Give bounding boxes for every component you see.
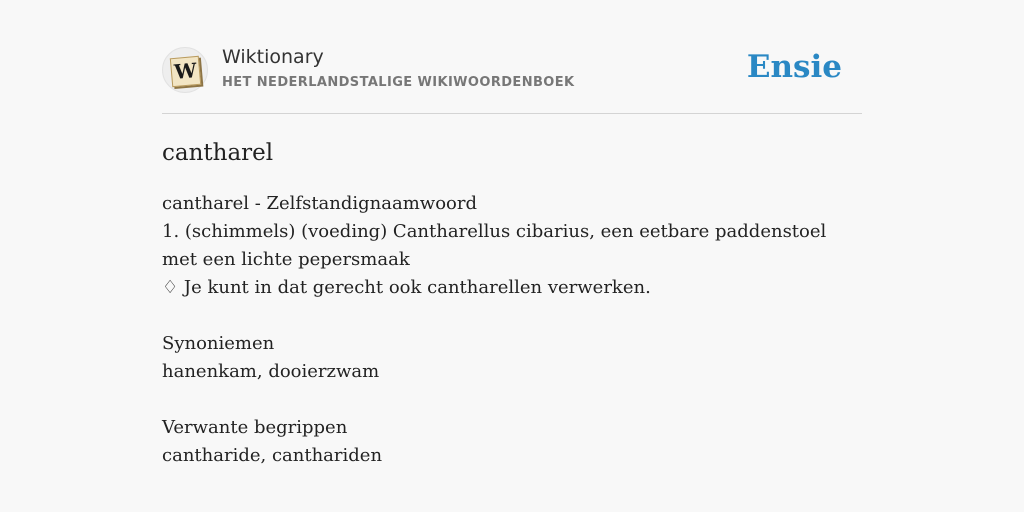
synonyms-list: hanenkam, dooierzwam xyxy=(162,361,380,382)
site-name[interactable]: Wiktionary xyxy=(222,46,324,68)
dictionary-entry xyxy=(162,190,862,470)
part-of-speech-line: cantharel - Zelfstandignaamwoord xyxy=(162,193,478,214)
site-header xyxy=(162,45,862,114)
spacer xyxy=(162,302,862,330)
main-content xyxy=(162,135,862,470)
definition-text: 1. (schimmels) (voeding) Cantharellus cibarius, een eetbare paddenstoel met een lichte pepersmaak xyxy=(162,221,827,270)
logo-letter: W xyxy=(170,56,201,87)
site-tagline: HET NEDERLANDSTALIGE WIKIWOORDENBOEK xyxy=(222,75,575,90)
example-sentence: ♢ Je kunt in dat gerecht ook cantharellen verwerken. xyxy=(162,277,651,298)
page-title: cantharel xyxy=(162,140,274,166)
wiktionary-logo-icon[interactable] xyxy=(162,47,208,93)
related-terms-heading: Verwante begrippen xyxy=(162,417,348,438)
spacer xyxy=(162,386,862,414)
synonyms-heading: Synoniemen xyxy=(162,333,275,354)
related-terms-list: cantharide, canthariden xyxy=(162,445,383,466)
ensie-brand-link[interactable]: Ensie xyxy=(746,49,842,85)
